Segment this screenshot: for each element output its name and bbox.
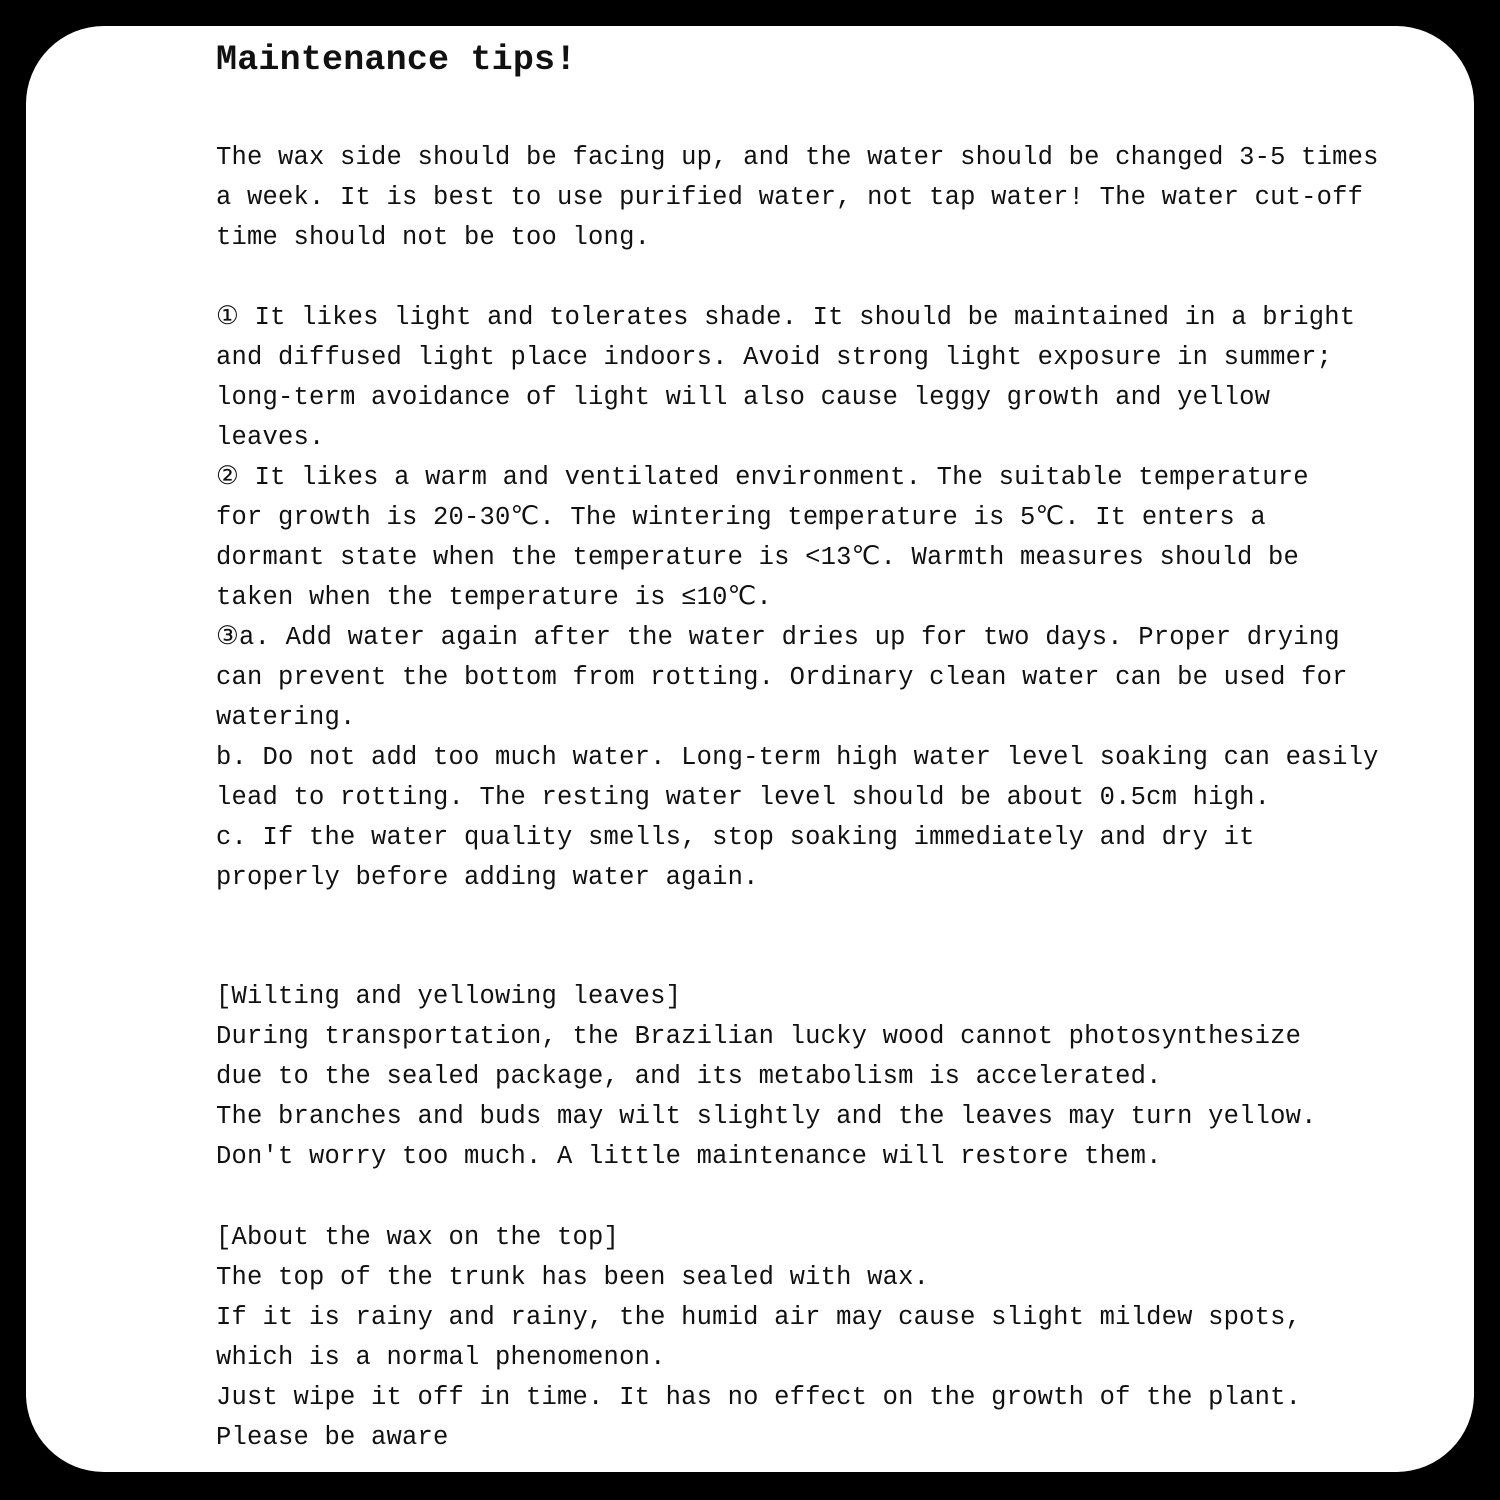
text-line: b. Do not add too much water. Long-term high water level soaking can easily [216,743,1379,772]
text-line: The top of the trunk has been sealed with wax. [216,1263,930,1292]
text-line: If it is rainy and rainy, the humid air may cause slight mildew spots, [216,1303,1302,1332]
section-heading: [Wilting and yellowing leaves] [216,982,682,1011]
intro-paragraph [216,138,1379,258]
text-line: taken when the temperature is ≤10℃. [216,583,772,612]
text-line: for growth is 20-30℃. The wintering temperature is 5℃. It enters a [216,503,1266,532]
wilting-section [216,977,1317,1177]
text-line: due to the sealed package, and its metabolism is accelerated. [216,1062,1162,1091]
text-line: a week. It is best to use purified water, not tap water! The water cut-off [216,183,1364,212]
text-line: properly before adding water again. [216,863,759,892]
text-line: Just wipe it off in time. It has no effect on the growth of the plant. [216,1383,1302,1412]
text-line: ① It likes light and tolerates shade. It should be maintained in a bright [216,303,1356,332]
text-line: watering. [216,703,356,732]
text-line: leaves. [216,423,325,452]
text-line: The branches and buds may wilt slightly and the leaves may turn yellow. [216,1102,1317,1131]
wax-section [216,1218,1302,1458]
text-line: long-term avoidance of light will also cause leggy growth and yellow [216,383,1271,412]
text-line: can prevent the bottom from rotting. Ordinary clean water can be used for [216,663,1348,692]
text-line: During transportation, the Brazilian lucky wood cannot photosynthesize [216,1022,1302,1051]
text-line: lead to rotting. The resting water level should be about 0.5cm high. [216,783,1271,812]
text-line: time should not be too long. [216,223,651,252]
text-line: and diffused light place indoors. Avoid strong light exposure in summer; [216,343,1333,372]
text-line: dormant state when the temperature is <13℃. Warmth measures should be [216,543,1300,572]
tips-section [216,298,1379,898]
text-line: Please be aware [216,1423,449,1452]
document-page [26,26,1474,1472]
text-line: ③a. Add water again after the water dries up for two days. Proper drying [216,623,1340,652]
text-line: which is a normal phenomenon. [216,1343,666,1372]
text-line: Don't worry too much. A little maintenance will restore them. [216,1142,1162,1171]
section-heading: [About the wax on the top] [216,1223,620,1252]
text-line: c. If the water quality smells, stop soaking immediately and dry it [216,823,1255,852]
page-title: Maintenance tips! [216,40,577,80]
text-line: ② It likes a warm and ventilated environment. The suitable temperature [216,463,1309,492]
text-line: The wax side should be facing up, and the water should be changed 3-5 times [216,143,1379,172]
